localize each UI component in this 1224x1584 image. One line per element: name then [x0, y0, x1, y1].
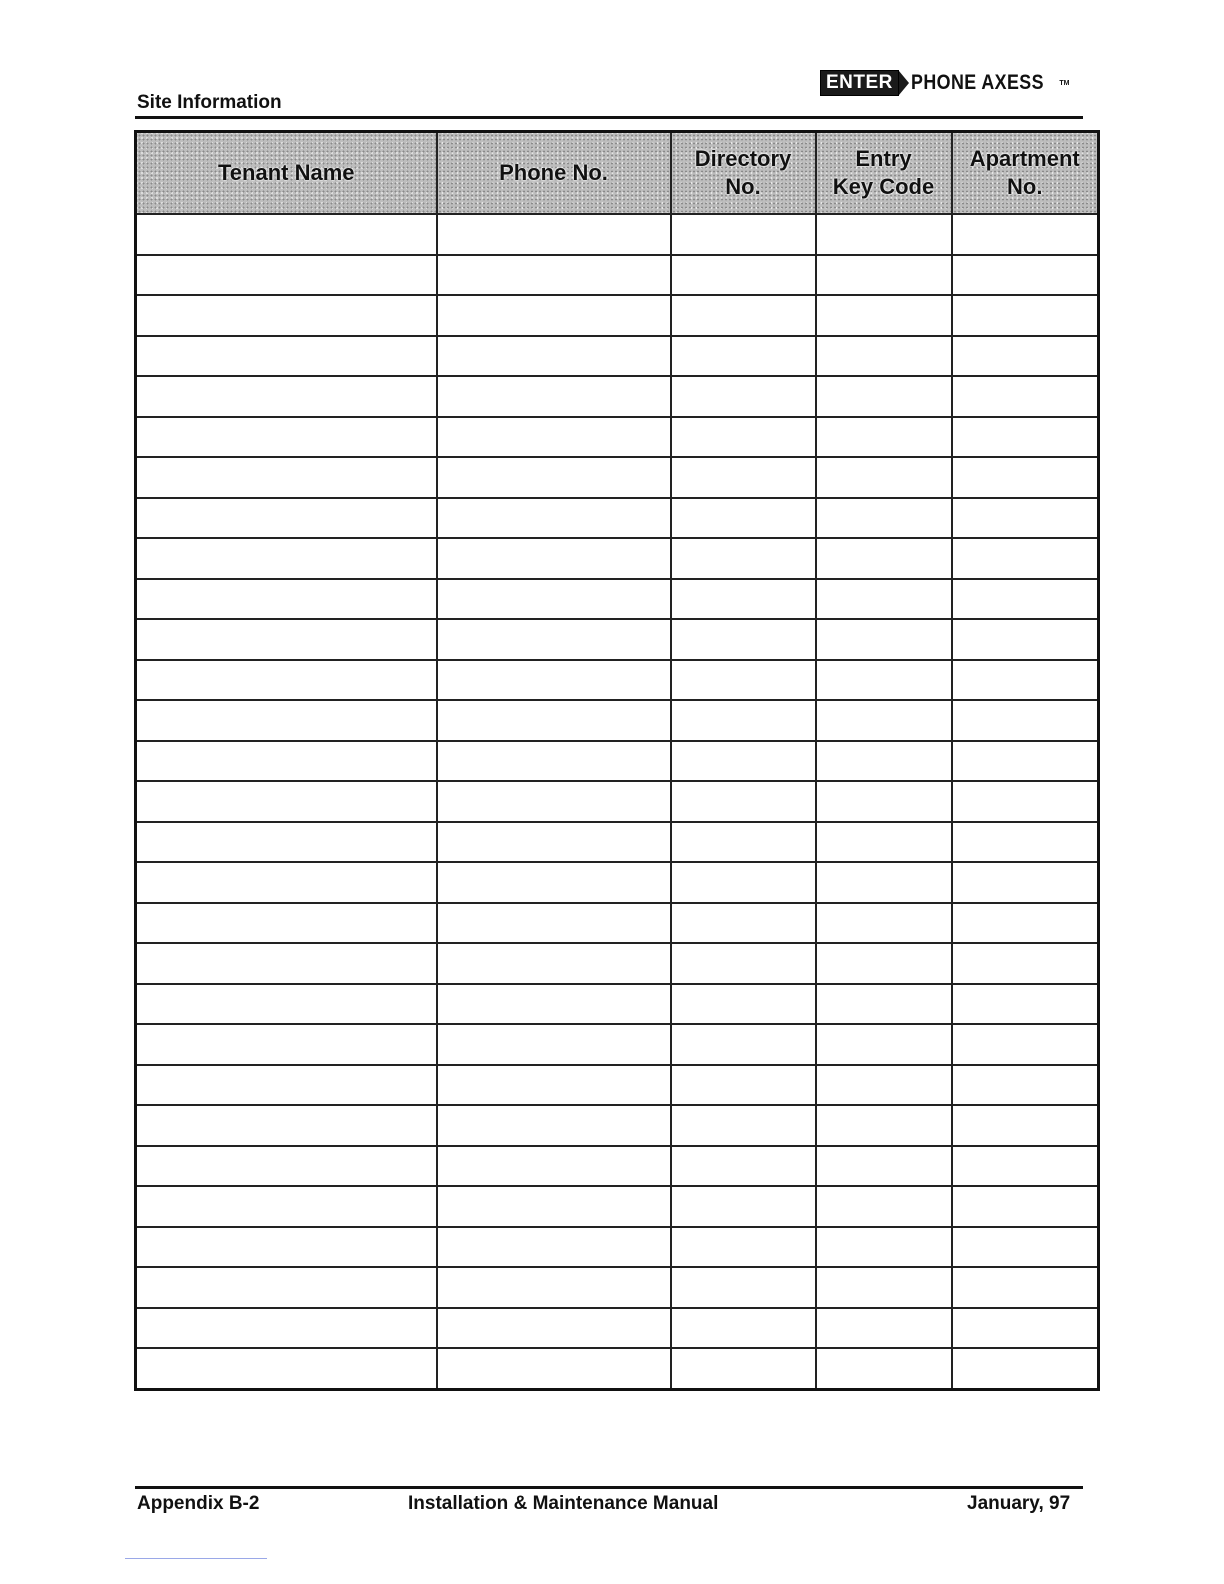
table-row [136, 984, 1099, 1025]
table-cell[interactable] [671, 538, 816, 579]
table-cell[interactable] [671, 943, 816, 984]
table-cell[interactable] [671, 498, 816, 539]
scan-artifact-line [125, 1558, 267, 1559]
table-cell[interactable] [136, 295, 437, 336]
table-cell[interactable] [437, 1065, 671, 1106]
table-cell[interactable] [136, 457, 437, 498]
table-cell[interactable] [671, 1146, 816, 1187]
table-cell[interactable] [952, 943, 1099, 984]
table-cell[interactable] [816, 579, 952, 620]
table-cell[interactable] [671, 1348, 816, 1389]
table-cell[interactable] [952, 538, 1099, 579]
table-cell[interactable] [437, 457, 671, 498]
table-cell[interactable] [671, 741, 816, 782]
table-cell[interactable] [671, 781, 816, 822]
table-cell[interactable] [437, 336, 671, 377]
table-row [136, 255, 1099, 296]
table-row [136, 498, 1099, 539]
table-row [136, 1227, 1099, 1268]
table-cell[interactable] [671, 1227, 816, 1268]
table-cell[interactable] [952, 336, 1099, 377]
table-cell[interactable] [952, 660, 1099, 701]
table-cell[interactable] [437, 1348, 671, 1389]
table-cell[interactable] [952, 1267, 1099, 1308]
table-cell[interactable] [816, 903, 952, 944]
table-cell[interactable] [136, 1024, 437, 1065]
table-cell[interactable] [816, 376, 952, 417]
table-cell[interactable] [437, 214, 671, 255]
table-cell[interactable] [437, 1105, 671, 1146]
table-row [136, 822, 1099, 863]
tenant-table [134, 130, 1100, 1391]
table-cell[interactable] [952, 1146, 1099, 1187]
column-header-line2: No. [725, 174, 761, 199]
table-row [136, 579, 1099, 620]
table-cell[interactable] [437, 862, 671, 903]
table-row [136, 538, 1099, 579]
table-cell[interactable] [136, 862, 437, 903]
table-cell[interactable] [136, 1105, 437, 1146]
table-cell[interactable] [952, 822, 1099, 863]
column-header-line1: Tenant Name [217, 160, 355, 185]
table-cell[interactable] [671, 660, 816, 701]
table-cell[interactable] [136, 660, 437, 701]
table-row [136, 781, 1099, 822]
table-row [136, 1146, 1099, 1187]
table-cell[interactable] [952, 1024, 1099, 1065]
table-cell[interactable] [816, 619, 952, 660]
table-cell[interactable] [671, 700, 816, 741]
table-cell[interactable] [671, 295, 816, 336]
table-cell[interactable] [816, 417, 952, 458]
table-row [136, 1348, 1099, 1389]
table-row [136, 1186, 1099, 1227]
brand-logo-enter: ENTER [820, 70, 899, 96]
table-cell[interactable] [136, 619, 437, 660]
table-cell[interactable] [671, 1105, 816, 1146]
table-cell[interactable] [437, 417, 671, 458]
table-cell[interactable] [816, 1227, 952, 1268]
trademark-mark: TM [1059, 79, 1070, 87]
header-rule [135, 116, 1083, 119]
table-cell[interactable] [816, 336, 952, 377]
table-cell[interactable] [136, 255, 437, 296]
table-cell[interactable] [816, 741, 952, 782]
table-cell[interactable] [816, 1186, 952, 1227]
table-cell[interactable] [437, 660, 671, 701]
table-row [136, 1105, 1099, 1146]
table-cell[interactable] [952, 1348, 1099, 1389]
table-cell[interactable] [437, 498, 671, 539]
table-row [136, 1308, 1099, 1349]
table-cell[interactable] [816, 1065, 952, 1106]
table-cell[interactable] [952, 457, 1099, 498]
table-cell[interactable] [952, 1308, 1099, 1349]
column-header-entry-key-code [816, 132, 952, 215]
table-cell[interactable] [816, 822, 952, 863]
table-cell[interactable] [816, 862, 952, 903]
table-row [136, 700, 1099, 741]
table-cell[interactable] [816, 498, 952, 539]
table-cell[interactable] [671, 214, 816, 255]
table-cell[interactable] [816, 943, 952, 984]
table-cell[interactable] [952, 295, 1099, 336]
table-cell[interactable] [952, 417, 1099, 458]
table-cell[interactable] [136, 984, 437, 1025]
table-cell[interactable] [671, 1186, 816, 1227]
table-row [136, 376, 1099, 417]
table-cell[interactable] [816, 984, 952, 1025]
table-cell[interactable] [437, 741, 671, 782]
table-cell[interactable] [136, 781, 437, 822]
table-cell[interactable] [136, 336, 437, 377]
section-title: Site Information [137, 92, 282, 113]
table-cell[interactable] [437, 1024, 671, 1065]
table-cell[interactable] [952, 700, 1099, 741]
table-cell[interactable] [136, 1348, 437, 1389]
brand-logo [820, 68, 1069, 98]
table-cell[interactable] [136, 741, 437, 782]
table-cell[interactable] [952, 741, 1099, 782]
table-cell[interactable] [816, 700, 952, 741]
table-cell[interactable] [816, 1348, 952, 1389]
table-cell[interactable] [952, 903, 1099, 944]
table-cell[interactable] [136, 1146, 437, 1187]
column-header-tenant-name [136, 132, 437, 215]
table-cell[interactable] [671, 1024, 816, 1065]
table-cell[interactable] [671, 457, 816, 498]
table-cell[interactable] [437, 943, 671, 984]
table-cell[interactable] [136, 903, 437, 944]
table-header-row [136, 132, 1099, 215]
table-cell[interactable] [671, 255, 816, 296]
column-header-apartment-no [952, 132, 1099, 215]
table-row [136, 660, 1099, 701]
table-row [136, 741, 1099, 782]
table-cell[interactable] [816, 295, 952, 336]
table-cell[interactable] [437, 1146, 671, 1187]
table-cell[interactable] [671, 822, 816, 863]
table-cell[interactable] [437, 700, 671, 741]
table-cell[interactable] [136, 1308, 437, 1349]
table-cell[interactable] [437, 1227, 671, 1268]
table-cell[interactable] [952, 1065, 1099, 1106]
footer-rule [135, 1486, 1083, 1489]
table-cell[interactable] [437, 822, 671, 863]
table-cell[interactable] [437, 295, 671, 336]
table-cell[interactable] [952, 984, 1099, 1025]
table-row [136, 417, 1099, 458]
table-cell[interactable] [437, 376, 671, 417]
footer-manual-title: Installation & Maintenance Manual [408, 1493, 719, 1514]
table-cell[interactable] [952, 376, 1099, 417]
table-cell[interactable] [671, 579, 816, 620]
table-cell[interactable] [136, 214, 437, 255]
column-header-line1: Apartment [969, 146, 1080, 171]
table-cell[interactable] [952, 1186, 1099, 1227]
table-cell[interactable] [437, 538, 671, 579]
table-row [136, 943, 1099, 984]
table-cell[interactable] [952, 214, 1099, 255]
table-cell[interactable] [816, 660, 952, 701]
table-cell[interactable] [437, 1186, 671, 1227]
table-cell[interactable] [671, 376, 816, 417]
table-cell[interactable] [952, 579, 1099, 620]
table-cell[interactable] [816, 1308, 952, 1349]
table-cell[interactable] [136, 943, 437, 984]
table-cell[interactable] [136, 1065, 437, 1106]
table-row [136, 1267, 1099, 1308]
table-cell[interactable] [952, 1105, 1099, 1146]
column-header-line1: Phone No. [499, 160, 608, 185]
table-row [136, 1024, 1099, 1065]
table-cell[interactable] [136, 417, 437, 458]
footer-date: January, 97 [967, 1493, 1071, 1514]
table-cell[interactable] [952, 862, 1099, 903]
table-cell[interactable] [952, 255, 1099, 296]
table-row [136, 862, 1099, 903]
table-row [136, 214, 1099, 255]
table-cell[interactable] [816, 1146, 952, 1187]
table-cell[interactable] [671, 1065, 816, 1106]
column-header-directory-no [671, 132, 816, 215]
table-cell[interactable] [671, 984, 816, 1025]
table-cell[interactable] [816, 538, 952, 579]
footer-appendix: Appendix B-2 [137, 1493, 260, 1514]
table-cell[interactable] [136, 1267, 437, 1308]
table-cell[interactable] [136, 1227, 437, 1268]
table-cell[interactable] [952, 619, 1099, 660]
table-cell[interactable] [437, 984, 671, 1025]
table-row [136, 1065, 1099, 1106]
table-cell[interactable] [952, 781, 1099, 822]
table-cell[interactable] [136, 538, 437, 579]
table-cell[interactable] [136, 579, 437, 620]
table-cell[interactable] [437, 255, 671, 296]
table-row [136, 457, 1099, 498]
table-cell[interactable] [437, 781, 671, 822]
column-header-line2: No. [1007, 174, 1043, 199]
column-header-line1: Entry [855, 146, 912, 171]
table-cell[interactable] [437, 619, 671, 660]
table-cell[interactable] [671, 903, 816, 944]
table-cell[interactable] [671, 619, 816, 660]
table-cell[interactable] [671, 1308, 816, 1349]
table-cell[interactable] [952, 1227, 1099, 1268]
table-cell[interactable] [816, 1105, 952, 1146]
table-cell[interactable] [816, 214, 952, 255]
table-cell[interactable] [136, 822, 437, 863]
table-cell[interactable] [136, 376, 437, 417]
table-cell[interactable] [816, 1024, 952, 1065]
column-header-line1: Directory [694, 146, 792, 171]
table-cell[interactable] [671, 336, 816, 377]
brand-arrow-icon [899, 71, 909, 95]
table-cell[interactable] [437, 1267, 671, 1308]
table-cell[interactable] [816, 781, 952, 822]
table-cell[interactable] [816, 255, 952, 296]
table-cell[interactable] [437, 903, 671, 944]
table-cell[interactable] [952, 498, 1099, 539]
column-header-line2: Key Code [832, 174, 935, 199]
table-cell[interactable] [437, 579, 671, 620]
brand-logo-text: PHONE AXESS [910, 71, 1044, 94]
table-row [136, 295, 1099, 336]
table-cell[interactable] [816, 1267, 952, 1308]
table-cell[interactable] [136, 498, 437, 539]
table-row [136, 619, 1099, 660]
table-row [136, 903, 1099, 944]
table-cell[interactable] [816, 457, 952, 498]
table-cell[interactable] [671, 862, 816, 903]
table-cell[interactable] [437, 1308, 671, 1349]
table-cell[interactable] [136, 1186, 437, 1227]
table-row [136, 336, 1099, 377]
column-header-phone-no [437, 132, 671, 215]
table-cell[interactable] [671, 417, 816, 458]
table-cell[interactable] [671, 1267, 816, 1308]
table-cell[interactable] [136, 700, 437, 741]
table-body [136, 214, 1099, 1390]
